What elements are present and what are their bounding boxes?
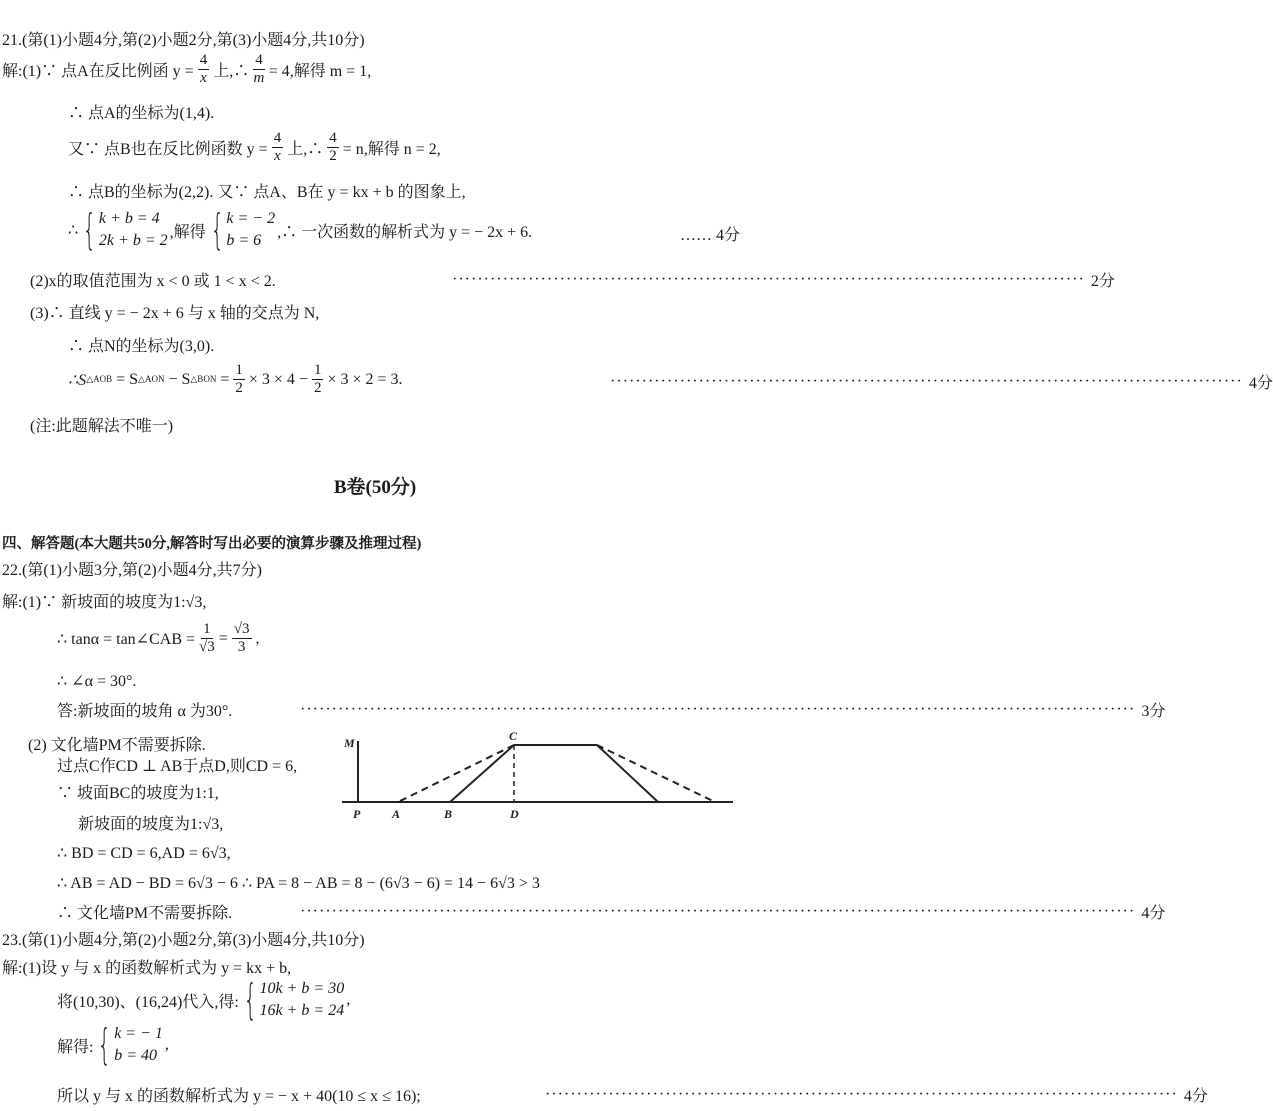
q22-line: 解:(1)∵ 新坡面的坡度为1:√3, [2,594,207,611]
slope-bc [450,745,514,802]
q21-line: ∴ 点B的坐标为(2,2). 又∵ 点A、B在 y = kx + b 的图象上, [68,184,466,201]
q22-line: ∴ ∠α = 30°. [57,673,137,690]
section-title: B卷(50分) [333,477,417,498]
score [545,1083,1208,1106]
right-slope [597,745,658,802]
numerator: √3 [233,621,250,637]
denominator: 2 [329,148,337,164]
denominator: x [200,70,207,86]
q23-line: 解:(1)设 y 与 x 的函数解析式为 y = kx + b, [2,960,292,977]
q21-line: (2)x的取值范围为 x < 0 或 1 < x < 2. [30,273,276,290]
text: 解:(1)∵ 点A在反比例函 y = [2,63,194,80]
q23-header: 23.(第(1)小题4分,第(2)小题2分,第(3)小题4分,共10分) [2,932,365,949]
equation: b = 40 [114,1047,157,1064]
equation: 16k + b = 24 [259,1002,345,1019]
equation-system [241,975,345,1024]
numerator: 4 [329,130,337,146]
text: ,解得 [169,223,206,241]
numerator: 1 [203,621,211,637]
leader-dots: ···································································································································· [300,902,1136,920]
text: , [164,1036,169,1053]
equation-system [95,1020,163,1069]
text: ∴S [68,371,87,389]
numerator: 4 [199,52,208,68]
q22-line: 新坡面的坡度为1:√3, [78,816,224,833]
denominator: 2 [313,380,322,396]
subscript: △AON [138,374,165,384]
leader-dots: ···································································································································· [300,700,1136,718]
denominator: m [253,70,265,86]
text: ∴ tanα = tan∠CAB = [57,630,196,648]
label-d: D [510,807,519,821]
q21-header: 21.(第(1)小题4分,第(2)小题2分,第(3)小题4分,共10分) [2,32,365,49]
text: = S [116,370,139,388]
q22-line: 答:新坡面的坡角 α 为30°. [57,703,233,720]
text: = 4,解得 m = 1, [268,63,372,80]
denominator: 2 [235,380,243,396]
denominator: √3 [199,639,215,655]
label-b: B [444,807,453,821]
q22-line: ∴ BD = CD = 6,AD = 6√3, [57,845,231,862]
text: 解得: [57,1038,94,1056]
label-a: A [392,807,401,821]
text: 上,∴ [287,141,324,158]
text: ,∴ 一次函数的解析式为 y = − 2x + 6. [277,223,533,241]
text: × 3 × 2 = 3. [327,370,403,388]
q23-line: 所以 y 与 x 的函数解析式为 y = − x + 40(10 ≤ x ≤ 16); [57,1088,421,1105]
score-value: 4分 [1248,375,1273,392]
equation: 2k + b = 2 [98,232,168,249]
label-m: M [344,736,355,750]
subscript: △BON [190,374,217,384]
new-slope-ac [398,745,514,802]
equation: 10k + b = 30 [259,980,345,997]
brace: { [243,975,257,1024]
text: 上,∴ [213,63,250,80]
text: , [346,991,351,1008]
text: 将(10,30)、(16,24)代入,得: [57,993,239,1011]
q22-line: ∵ 坡面BC的坡度为1:1, [57,785,219,802]
numerator: 4 [273,130,282,146]
brace: { [82,205,97,254]
text: = [218,629,228,647]
q21-note: (注:此题解法不唯一) [30,418,174,435]
numerator: 4 [255,52,263,68]
equation: k = − 1 [114,1025,163,1042]
q22-line: (2) 文化墙PM不需要拆除. [28,737,206,754]
q22-header: 22.(第(1)小题3分,第(2)小题4分,共7分) [2,562,262,579]
leader-dots: ···································································································· [545,1085,1178,1103]
text: × 3 × 4 − [248,370,308,388]
q21-line: ∴ 点A的坐标为(1,4). [68,105,215,122]
leader-dots: ···································································································· [610,372,1243,390]
q23-line [57,975,351,1024]
numerator: 1 [313,362,322,378]
score: …… 4分 [679,227,740,244]
text: − S [168,370,191,388]
numerator: 1 [235,362,243,378]
text: = n,解得 n = 2, [342,141,441,158]
text: ∴ [68,222,79,239]
denominator: x [274,148,281,164]
new-right-slope [597,745,715,802]
score-value: 4分 [1141,905,1166,922]
subscript: △AOB [86,374,113,384]
brace: { [210,205,224,254]
label-p: P [353,807,361,821]
score-value: 2分 [1090,273,1115,290]
section-heading: 四、解答题(本大题共50分,解答时写出必要的演算步骤及推理过程) [2,536,422,552]
text: , [255,629,260,647]
q22-line: ∴ 文化墙PM不需要拆除. [57,905,233,922]
q23-line [57,1020,169,1069]
label-c: C [509,729,518,743]
brace: { [98,1020,112,1069]
q22-line: 过点C作CD ⊥ AB于点D,则CD = 6, [57,758,298,775]
score-value: 4分 [1183,1088,1208,1105]
q21-line: ∴ 点N的坐标为(3,0). [68,338,215,355]
text: 又∵ 点B也在反比例函数 y = [68,141,268,158]
denominator: 3 [237,639,246,655]
q22-line: ∴ AB = AD − BD = 6√3 − 6 ∴ PA = 8 − AB = 8 − (6√3 − 6) = 14 − 6√3 > 3 [57,875,540,892]
equation: b = 6 [226,232,262,249]
leader-dots: ···································································································· [452,270,1085,288]
text: = [220,370,230,388]
q21-line: (3)∴ 直线 y = − 2x + 6 与 x 轴的交点为 N, [30,305,320,322]
equation: k = − 2 [226,210,276,227]
score-value: 3分 [1141,703,1166,720]
equation: k + b = 4 [98,210,160,227]
